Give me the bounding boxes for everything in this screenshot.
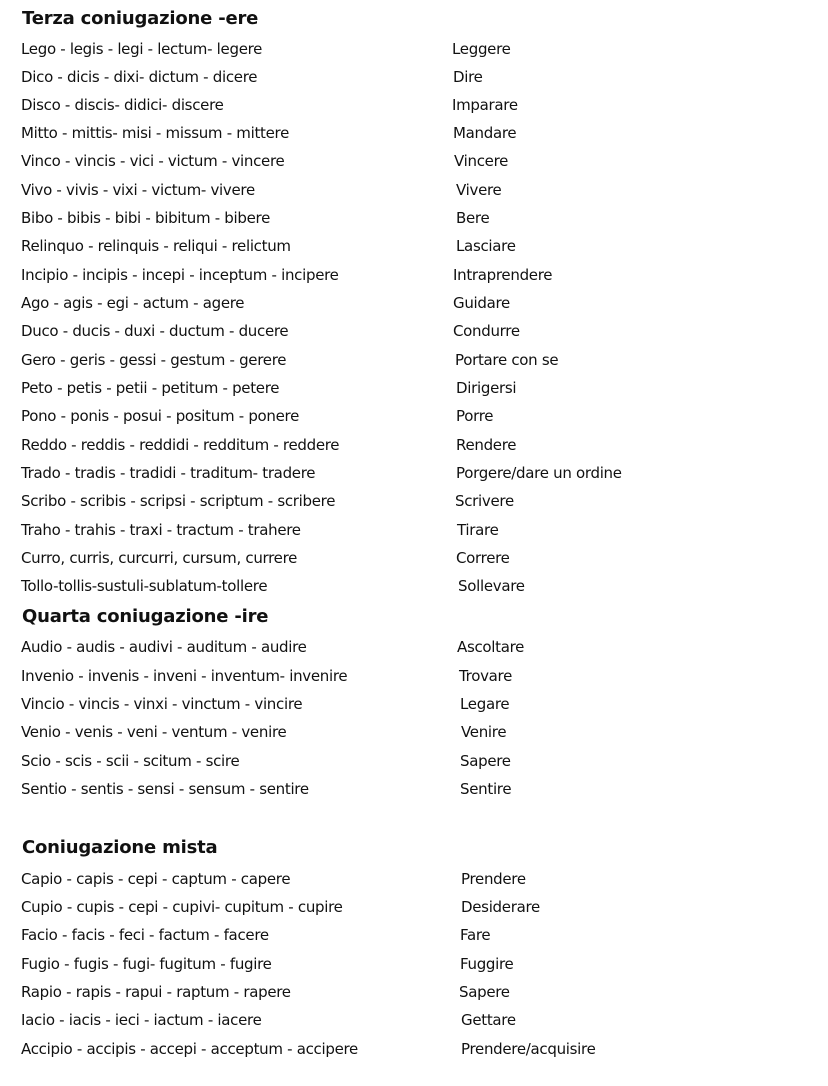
verb-row — [0, 206, 828, 230]
verb-row — [0, 635, 828, 659]
latin-forms: Duco - ducis - duxi - ductum - ducere — [21, 322, 289, 340]
section-title-mista: Coniugazione mista — [22, 837, 218, 858]
verb-row — [0, 376, 828, 400]
latin-forms: Cupio - cupis - cepi - cupivi- cupitum - cupire — [21, 898, 343, 916]
latin-forms: Curro, curris, curcurri, cursum, currere — [21, 549, 298, 567]
latin-forms: Lego - legis - legi - lectum- legere — [21, 40, 263, 58]
verb-row — [0, 574, 828, 598]
italian-translation: Venire — [461, 723, 507, 741]
latin-forms: Bibo - bibis - bibi - bibitum - bibere — [21, 209, 271, 227]
italian-translation: Intraprendere — [453, 266, 553, 284]
verb-row — [0, 546, 828, 570]
italian-translation: Trovare — [459, 667, 513, 685]
italian-translation: Desiderare — [461, 898, 540, 916]
italian-translation: Sapere — [459, 983, 510, 1001]
italian-translation: Rendere — [456, 436, 517, 454]
italian-translation: Porre — [456, 407, 494, 425]
italian-translation: Imparare — [452, 96, 518, 114]
italian-translation: Dirigersi — [456, 379, 517, 397]
latin-forms: Ago - agis - egi - actum - agere — [21, 294, 245, 312]
italian-translation: Sentire — [460, 780, 512, 798]
verb-row — [0, 291, 828, 315]
latin-forms: Audio - audis - audivi - auditum - audire — [21, 638, 307, 656]
verb-row — [0, 319, 828, 343]
verb-row — [0, 923, 828, 947]
italian-translation: Gettare — [461, 1011, 516, 1029]
latin-forms: Vincio - vincis - vinxi - vinctum - vincire — [21, 695, 303, 713]
section-title-terza: Terza coniugazione -ere — [22, 8, 259, 29]
italian-translation: Dire — [453, 68, 483, 86]
latin-forms: Scio - scis - scii - scitum - scire — [21, 752, 240, 770]
latin-forms: Iacio - iacis - ieci - iactum - iacere — [21, 1011, 262, 1029]
latin-forms: Incipio - incipis - incepi - inceptum - incipere — [21, 266, 339, 284]
italian-translation: Condurre — [453, 322, 520, 340]
latin-forms: Rapio - rapis - rapui - raptum - rapere — [21, 983, 291, 1001]
latin-forms: Traho - trahis - traxi - tractum - trahere — [21, 521, 301, 539]
verb-row — [0, 692, 828, 716]
italian-translation: Scrivere — [455, 492, 514, 510]
italian-translation: Fare — [460, 926, 491, 944]
latin-forms: Peto - petis - petii - petitum - petere — [21, 379, 280, 397]
italian-translation: Legare — [460, 695, 510, 713]
verb-row — [0, 1037, 828, 1061]
verb-row — [0, 433, 828, 457]
latin-forms: Venio - venis - veni - ventum - venire — [21, 723, 287, 741]
verb-row — [0, 37, 828, 61]
verb-row — [0, 263, 828, 287]
latin-forms: Facio - facis - feci - factum - facere — [21, 926, 269, 944]
latin-forms: Vivo - vivis - vixi - victum- vivere — [21, 181, 255, 199]
italian-translation: Tirare — [457, 521, 499, 539]
verb-row — [0, 149, 828, 173]
italian-translation: Correre — [456, 549, 510, 567]
italian-translation: Portare con se — [455, 351, 559, 369]
latin-forms: Relinquo - relinquis - reliqui - relictum — [21, 237, 291, 255]
latin-forms: Vinco - vincis - vici - victum - vincere — [21, 152, 285, 170]
italian-translation: Prendere/acquisire — [461, 1040, 596, 1058]
verb-row — [0, 895, 828, 919]
verb-row — [0, 65, 828, 89]
verb-row — [0, 867, 828, 891]
section-title-quarta: Quarta coniugazione -ire — [22, 606, 269, 627]
latin-forms: Reddo - reddis - reddidi - redditum - reddere — [21, 436, 340, 454]
verb-row — [0, 234, 828, 258]
verb-row — [0, 348, 828, 372]
verb-row — [0, 404, 828, 428]
verb-row — [0, 720, 828, 744]
verb-row — [0, 777, 828, 801]
italian-translation: Porgere/dare un ordine — [456, 464, 622, 482]
latin-forms: Accipio - accipis - accepi - acceptum - accipere — [21, 1040, 358, 1058]
latin-forms: Sentio - sentis - sensi - sensum - sentire — [21, 780, 309, 798]
verb-row — [0, 93, 828, 117]
verb-row — [0, 952, 828, 976]
verb-row — [0, 1008, 828, 1032]
italian-translation: Sollevare — [458, 577, 525, 595]
verb-row — [0, 178, 828, 202]
latin-forms: Dico - dicis - dixi- dictum - dicere — [21, 68, 258, 86]
latin-forms: Tollo-tollis-sustuli-sublatum-tollere — [21, 577, 268, 595]
italian-translation: Vivere — [456, 181, 502, 199]
italian-translation: Bere — [456, 209, 490, 227]
verb-row — [0, 121, 828, 145]
italian-translation: Fuggire — [460, 955, 514, 973]
latin-forms: Invenio - invenis - inveni - inventum- invenire — [21, 667, 348, 685]
verb-row — [0, 664, 828, 688]
verb-row — [0, 461, 828, 485]
italian-translation: Guidare — [453, 294, 510, 312]
verb-row — [0, 980, 828, 1004]
italian-translation: Lasciare — [456, 237, 516, 255]
latin-forms: Pono - ponis - posui - positum - ponere — [21, 407, 300, 425]
italian-translation: Vincere — [454, 152, 509, 170]
latin-forms: Trado - tradis - tradidi - traditum- tradere — [21, 464, 316, 482]
latin-forms: Fugio - fugis - fugi- fugitum - fugire — [21, 955, 272, 973]
italian-translation: Leggere — [452, 40, 511, 58]
verb-row — [0, 749, 828, 773]
italian-translation: Ascoltare — [457, 638, 525, 656]
latin-forms: Disco - discis- didici- discere — [21, 96, 224, 114]
italian-translation: Sapere — [460, 752, 511, 770]
latin-forms: Mitto - mittis- misi - missum - mittere — [21, 124, 290, 142]
verb-row — [0, 489, 828, 513]
italian-translation: Mandare — [453, 124, 517, 142]
latin-forms: Gero - geris - gessi - gestum - gerere — [21, 351, 287, 369]
verb-row — [0, 518, 828, 542]
latin-forms: Scribo - scribis - scripsi - scriptum - scribere — [21, 492, 336, 510]
latin-forms: Capio - capis - cepi - captum - capere — [21, 870, 291, 888]
italian-translation: Prendere — [461, 870, 526, 888]
